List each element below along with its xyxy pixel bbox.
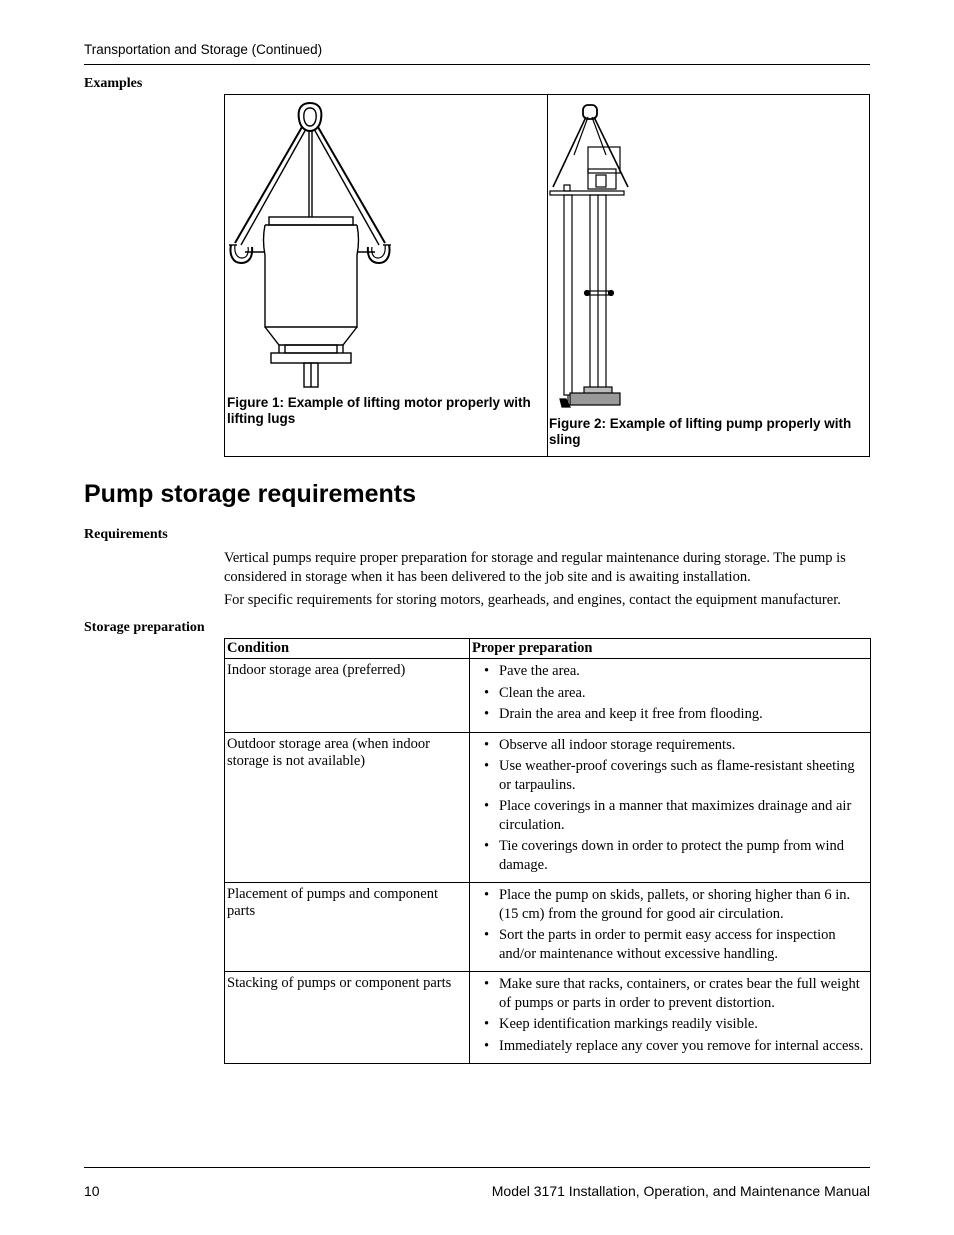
figure1-caption: Figure 1: Example of lifting motor properly with lifting lugs: [227, 395, 531, 426]
column-header-proper-preparation: Proper preparation: [470, 639, 871, 659]
preparation-list: [472, 975, 868, 1055]
list-item: • Clean the area.: [472, 684, 868, 703]
preparation-list: [472, 886, 868, 963]
list-item: • Observe all indoor storage requirements.: [472, 736, 868, 755]
examples-label: Examples: [84, 76, 143, 91]
storage-preparation-label: Storage preparation: [84, 620, 205, 635]
figure-table: [224, 94, 870, 457]
preparation-list: [472, 736, 868, 875]
requirements-paragraph-2: For specific requirements for storing motors, gearheads, and engines, contact the equipment manufacturer.: [224, 592, 841, 608]
preparation-cell: [470, 883, 871, 972]
table-header-row: [225, 639, 871, 659]
footer-rule: [84, 1167, 870, 1168]
preparation-cell: [470, 659, 871, 733]
table-row: [225, 732, 871, 883]
manual-title: Model 3171 Installation, Operation, and Maintenance Manual: [491, 1183, 870, 1199]
list-item: • Make sure that racks, containers, or crates bear the full weight of pumps or parts in order to prevent distortion.: [472, 975, 868, 1012]
list-item: • Place the pump on skids, pallets, or shoring higher than 6 in. (15 cm) from the ground for good air circulation.: [472, 886, 868, 923]
list-item: • Drain the area and keep it free from flooding.: [472, 705, 868, 724]
preparation-list: [472, 662, 868, 724]
list-item: • Tie coverings down in order to protect the pump from wind damage.: [472, 837, 868, 874]
condition-cell: Stacking of pumps or component parts: [225, 972, 470, 1064]
list-item: • Keep identification markings readily visible.: [472, 1015, 868, 1034]
requirements-paragraph-1: Vertical pumps require proper preparation for storage and regular maintenance during storage. The pump is considered in storage when it has been delivered to the job site and is awaiting installation.: [224, 550, 846, 585]
running-header: Transportation and Storage (Continued): [84, 42, 323, 57]
list-item: • Use weather-proof coverings such as flame-resistant sheeting or tarpaulins.: [472, 757, 868, 794]
condition-cell: Indoor storage area (preferred): [225, 659, 470, 733]
condition-cell: Outdoor storage area (when indoor storage is not available): [225, 732, 470, 883]
requirements-label: Requirements: [84, 527, 168, 542]
list-item: • Place coverings in a manner that maximizes drainage and air circulation.: [472, 797, 868, 834]
storage-preparation-table: [224, 638, 871, 1064]
condition-cell: Placement of pumps and component parts: [225, 883, 470, 972]
list-item: • Immediately replace any cover you remove for internal access.: [472, 1037, 868, 1056]
list-item: • Pave the area.: [472, 662, 868, 681]
table-row: [225, 972, 871, 1064]
header-rule: [84, 64, 870, 65]
table-row: [225, 659, 871, 733]
motor-lifting-lugs-illustration: [225, 95, 547, 395]
figure2-caption: Figure 2: Example of lifting pump properly with sling: [549, 416, 852, 447]
column-header-condition: Condition: [225, 639, 470, 659]
page-number: 10: [84, 1183, 100, 1199]
list-item: • Sort the parts in order to permit easy access for inspection and/or maintenance without excessive handling.: [472, 926, 868, 963]
table-row: [225, 883, 871, 972]
preparation-cell: [470, 972, 871, 1064]
pump-sling-illustration: [548, 95, 648, 413]
section-title: Pump storage requirements: [84, 480, 417, 508]
preparation-cell: [470, 732, 871, 883]
